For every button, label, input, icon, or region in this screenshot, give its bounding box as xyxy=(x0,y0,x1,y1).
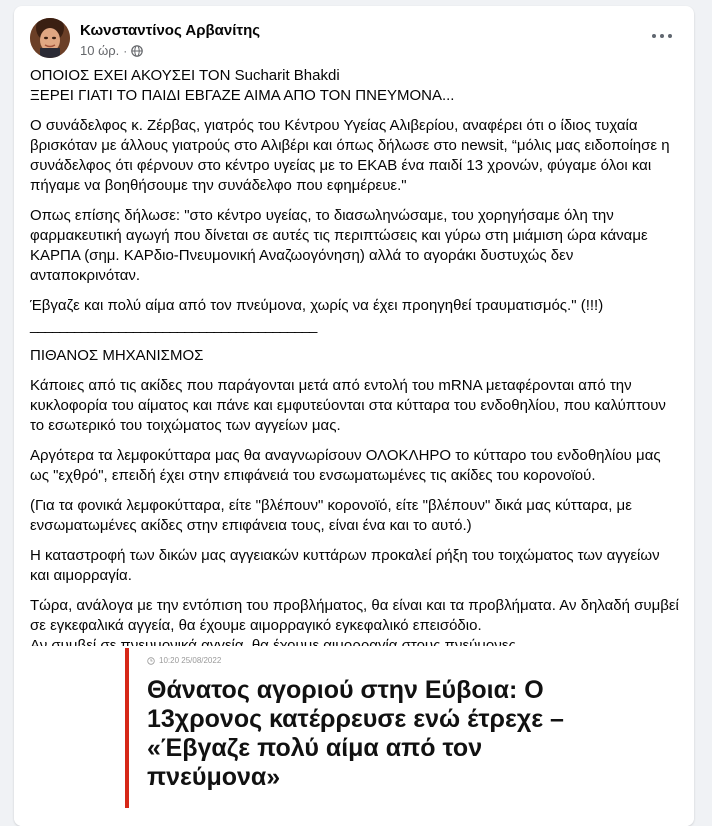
post-paragraph: Οπως επίσης δήλωσε: "στο κέντρο υγείας, το διασωληνώσαμε, του χορηγήσαμε όλη την φαρμακευτική αγωγή που δίνεται σε αυτές τις περιπτώσεις και γύρω στη μιάμιση ώρα κάναμε ΚΑΡΠΑ (σημ. ΚΑΡδιο-Πνευμονική Αναζωογόνηση) αλλά το αγοράκι δυστυχώς δεν ανταποκρινόταν. xyxy=(30,207,648,284)
article-card[interactable] xyxy=(125,648,599,808)
post-paragraph: ΞΕΡΕΙ ΓΙΑΤΙ ΤΟ ΠΑΙΔΙ ΕΒΓΑΖΕ ΑΙΜΑ ΑΠΟ ΤΟΝ ΠΝΕΥΜΟΝΑ... xyxy=(30,87,455,104)
globe-icon[interactable] xyxy=(131,45,143,57)
post-paragraph: (Για τα φονικά λεμφοκύτταρα, είτε "βλέπουν" κορονοϊό, είτε "βλέπουν" δικά μας κύτταρα, με ενσωματωμένες ακίδες στην επιφάνεια τους, είναι ένα και το αυτό.) xyxy=(30,497,632,534)
post-paragraph: Η καταστροφή των δικών μας αγγειακών κυττάρων προκαλεί ρήξη του τοιχώματος των αγγείων και αιμορραγία. xyxy=(30,547,660,584)
post-meta xyxy=(80,43,143,58)
section-heading: ΠΙΘΑΝΟΣ ΜΗΧΑΝΙΣΜΟΣ xyxy=(30,347,204,364)
article-title[interactable]: Θάνατος αγοριού στην Εύβοια: Ο 13χρονος κατέρρευσε ενώ έτρεχε – «Έβγαζε πολύ αίμα από τον πνεύμονα» xyxy=(147,676,564,791)
text-divider: _______________________________________ xyxy=(30,317,317,334)
more-options-icon[interactable] xyxy=(646,22,678,50)
post-paragraph: Έβγαζε και πολύ αίμα από τον πνεύμονα, χωρίς να έχει προηγηθεί τραυματισμός." (!!!) xyxy=(30,297,604,314)
avatar-image xyxy=(30,18,70,58)
post-paragraph: Κάποιες από τις ακίδες που παράγονται μετά από εντολή του mRNA μεταφέρονται από την κυκλοφορία του αίματος και πάνε και εμφυτεύονται στα κύτταρα του ενδοθηλίου, που καλύπτουν το εσωτερικό του τοιχώματος των αγγείων μας. xyxy=(30,377,666,434)
post-paragraph: Αργότερα τα λεμφοκύτταρα μας θα αναγνωρίσουν ΟΛΟΚΛΗΡΟ το κύτταρο του ενδοθηλίου μας ως "εχθρό", επειδή έχει στην επιφάνειά του ενσωματωμένες τις ακίδες του κορονοϊού. xyxy=(30,447,661,484)
article-meta xyxy=(147,656,221,665)
post-card xyxy=(14,6,694,826)
post-header xyxy=(30,18,678,62)
more-dot xyxy=(660,34,664,38)
post-paragraph: Τώρα, ανάλογα με την εντόπιση του προβλήματος, θα είναι και τα προβλήματα. Αν δηλαδή συμβεί σε εγκεφαλικά αγγεία, θα έχουμε αιμορραγικό εγκεφαλικό επεισόδιο. xyxy=(30,597,679,634)
more-dot xyxy=(652,34,656,38)
post-paragraph: ΟΠΟΙΟΣ ΕΧΕΙ ΑΚΟΥΣΕΙ ΤΟΝ Sucharit Bhakdi xyxy=(30,67,340,84)
post-time[interactable]: 10 ώρ. xyxy=(80,43,120,58)
link-preview[interactable] xyxy=(14,646,694,826)
avatar[interactable] xyxy=(30,18,70,58)
post-text xyxy=(30,66,680,666)
meta-separator: · xyxy=(123,43,128,58)
clock-icon xyxy=(147,657,155,665)
article-timestamp: 10:20 25/08/2022 xyxy=(159,656,222,665)
author-name[interactable]: Κωνσταντίνος Αρβανίτης xyxy=(80,22,261,39)
more-dot xyxy=(668,34,672,38)
post-paragraph: Ο συνάδελφος κ. Ζέρβας, γιατρός του Κέντρου Υγείας Αλιβερίου, αναφέρει ότι ο ίδιος τυχαία βρισκόταν με άλλους γιατρούς στο Αλιβέρι και όπως δήλωσε στο newsit, “μόλις μας ειδοποίησε η συνάδελφος ότι φέρνουν στο κέντρο υγείας με το ΕΚΑΒ ένα παιδί 13 χρονών, φύγαμε όλοι και πήγαμε να βοηθήσουμε την συνάδελφο που εφημέρευε." xyxy=(30,117,670,194)
